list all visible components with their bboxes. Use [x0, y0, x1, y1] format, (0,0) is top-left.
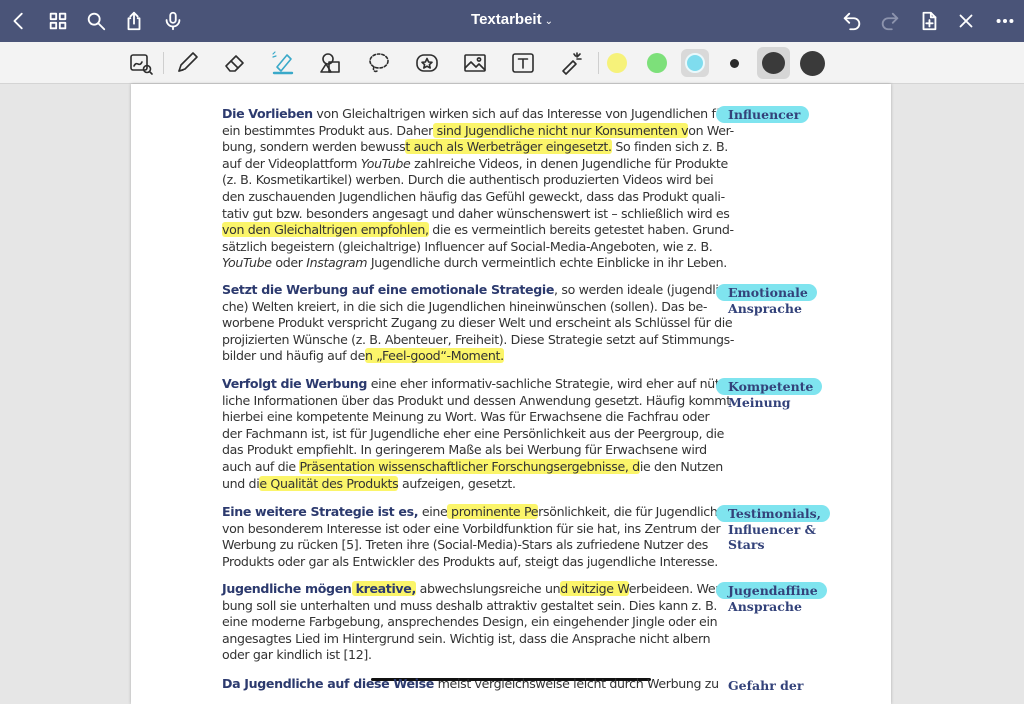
highlighted-note-text: Emotionale: [728, 285, 808, 300]
shapes-icon[interactable]: [316, 49, 346, 77]
margin-note-line: Ansprache: [728, 598, 802, 614]
share-icon[interactable]: [121, 8, 147, 34]
highlighted-note-text: Kompetente: [728, 379, 814, 394]
text-line: [222, 222, 734, 239]
text-line: [222, 315, 733, 332]
margin-note-line: Gefahr der: [728, 678, 804, 693]
text-paragraph: [222, 504, 725, 570]
text-line: [222, 155, 728, 173]
text-line: [222, 299, 712, 316]
text-run: Da Jugendliche auf diese Weise: [222, 676, 434, 691]
margin-note: [728, 506, 821, 553]
microphone-icon[interactable]: [160, 8, 186, 34]
text-run: eine moderne Farbgebung, ansprechendes Design, ein eingehender Jingle oder ein: [222, 614, 718, 630]
text-line: [222, 282, 723, 299]
text-run: YouTube: [222, 255, 272, 271]
text-line: [222, 348, 712, 365]
text-run: Eine weitere Strategie ist es,: [222, 504, 419, 519]
text-run: von Gleichaltrigen wirken sich auf das Interesse von Jugendlichen für: [312, 106, 729, 121]
text-run: und di: [222, 475, 260, 491]
text-run: Produkts oder gar als Entwickler des Produkts auf, steigt das jugendliche Interesse.: [222, 553, 718, 569]
highlighted-text: sind Jugendliche nicht nur Konsumenten v: [433, 122, 689, 138]
text-run: auch auf die: [222, 458, 300, 474]
more-options-icon[interactable]: [992, 8, 1018, 34]
text-run: che) Welten kreiert, in die sich die Jugendlichen hineinwünschen (sollen). Das be-: [222, 298, 708, 314]
text-run: , so werden ideale (jugendli-: [554, 282, 723, 297]
thickness-large[interactable]: [800, 51, 825, 76]
highlighted-note-text: Testimonials,: [728, 506, 822, 521]
text-run: eine: [418, 504, 448, 519]
text-run: oder gar kindlich ist [12].: [222, 647, 372, 663]
text-line: [222, 676, 719, 693]
text-run: die es vermeintlich bereits getestet haben. Grund-: [428, 222, 734, 238]
text-run: meist vergleichsweise leicht durch Werbung zu: [433, 676, 719, 691]
close-tools-icon[interactable]: [953, 8, 979, 34]
color-swatch-green[interactable]: [647, 53, 667, 73]
text-run: So finden sich z. B.: [611, 139, 728, 155]
text-run: angesagtes Lied im Hintergrund sein. Wichtig ist, dass die Ansprache nicht albern: [222, 630, 711, 646]
text-line: [222, 409, 712, 426]
text-run: bung, sondern werden bewuss: [222, 139, 406, 155]
text-run: (z. B. Kosmetikartikel) werben. Durch die authentisch produzierten Videos wird bei: [222, 172, 714, 188]
margin-note-line: [728, 379, 813, 395]
redo-icon[interactable]: [877, 8, 903, 34]
eraser-icon[interactable]: [220, 49, 250, 77]
highlighted-note-text: Jugendaffine: [728, 583, 818, 598]
text-line: [222, 139, 728, 156]
lasso-icon[interactable]: [364, 49, 394, 77]
text-line: [222, 331, 735, 349]
margin-note-line: Influencer &: [728, 521, 816, 537]
text-run: hierbei eine kompetente Meinung zu Wort. Was für Erwachsene die Fachfrau oder: [222, 409, 710, 425]
color-swatch-yellow[interactable]: [607, 53, 627, 73]
text-run: ie den Nutzen: [639, 458, 723, 474]
text-run: erbeideen. Wer-: [628, 581, 724, 596]
margin-note-line: [728, 107, 800, 123]
top-bar: [0, 0, 1024, 42]
text-run: tativ gut bzw. besonders angesagt und daher wünschenswert ist – schließlich wird es: [222, 205, 730, 221]
text-line: [222, 647, 712, 664]
text-run: YouTube: [360, 155, 411, 171]
highlighted-text: e Qualität des Produkts: [259, 475, 399, 491]
highlighted-text: t auch als Werbeträger eingesetzt.: [405, 139, 612, 155]
grid-view-icon[interactable]: [45, 8, 71, 34]
text-paragraph: [222, 376, 731, 492]
chevron-down-icon: ⌄: [544, 16, 553, 27]
undo-icon[interactable]: [839, 8, 865, 34]
text-line: [222, 520, 721, 538]
text-line: [222, 122, 734, 140]
margin-note: [728, 678, 803, 694]
text-run: abwechslungsreiche un: [415, 581, 561, 596]
margin-note-line: Meinung: [728, 394, 791, 410]
text-line: [222, 205, 730, 223]
text-run: von besonderem Interesse ist oder eine Vorbildfunktion für sie hat, ins Zentrum der: [222, 520, 721, 536]
sticker-icon[interactable]: [412, 49, 442, 77]
text-run: Die Vorlieben: [222, 106, 313, 121]
text-run: Setzt die Werbung auf eine emotionale Strategie: [222, 282, 555, 297]
color-swatch-cyan-selected[interactable]: [681, 49, 709, 77]
text-paragraph: [222, 676, 719, 693]
text-run: rsönlichkeit, die für Jugendliche: [538, 504, 725, 519]
document-title[interactable]: [440, 11, 584, 28]
highlighted-text: Präsentation wissenschaftlicher Forschungsergebnisse, d: [299, 458, 640, 474]
highlighted-note-text: Influencer: [728, 107, 801, 122]
text-line: [222, 553, 718, 571]
text-line: [222, 614, 718, 631]
highlighter-icon[interactable]: [268, 49, 298, 77]
thickness-small[interactable]: [730, 59, 739, 68]
highlighted-text: von den Gleichaltrigen empfohlen,: [222, 222, 429, 238]
text-run: der Fachmann ist, ist für Jugendliche eher eine Persönlichkeit aus der Peergroup, die: [222, 425, 725, 441]
margin-note: [728, 107, 800, 123]
text-run: Jugendliche durch vermeintlich echte Einblicke in ihr Leben.: [367, 255, 727, 271]
search-icon[interactable]: [83, 8, 109, 34]
text-line: [222, 188, 725, 206]
margin-note: [728, 379, 813, 410]
text-line: [222, 425, 725, 443]
text-line: [222, 458, 723, 476]
document-title-text: Textarbeit: [471, 11, 542, 28]
text-run: bung soll sie unterhalten und muss deshalb attraktiv gestaltet sein. Dies kann z. B.: [222, 597, 718, 613]
text-line: [222, 504, 725, 521]
text-paragraph: [222, 282, 735, 365]
highlighted-text: prominente Pe: [447, 504, 539, 519]
text-line: [222, 172, 712, 189]
text-run: oder: [271, 255, 307, 271]
text-line: [222, 442, 712, 459]
text-run: sätzlich begeistern (gleichaltrige) Influencer auf Social-Media-Angeboten, wie z. B.: [222, 238, 713, 254]
highlighted-text: d witzige W: [560, 581, 629, 596]
text-line: [222, 537, 712, 554]
highlighted-text: kreative,: [351, 581, 416, 596]
text-run: Jugendliche mögen: [222, 581, 352, 596]
text-run: aufzeigen, gesetzt.: [398, 475, 516, 491]
text-run: den zuschauenden Jugendlichen häufig das Gefühl geweckt, dass das Produkt quali-: [222, 188, 725, 204]
margin-note: [728, 285, 808, 316]
read-only-mode-icon[interactable]: [126, 49, 156, 77]
text-run: on Wer-: [688, 122, 734, 138]
text-run: zahlreiche Videos, in denen Jugendliche für Produkte: [410, 155, 728, 171]
text-line: [222, 581, 724, 598]
text-line: [222, 255, 727, 272]
text-run: eine eher informativ-sachliche Strategie, wird eher auf nütz-: [367, 376, 730, 391]
text-run: projizierten Wünsche (z. B. Abenteuer, Freiheit). Diese Strategie setzt auf Stimmungs-: [222, 331, 735, 347]
pen-icon[interactable]: [172, 49, 202, 77]
margin-note-line: Stars: [728, 537, 765, 552]
text-line: [222, 392, 731, 410]
text-run: auf der Videoplattform: [222, 155, 361, 171]
text-line: [222, 597, 718, 615]
text-line: [222, 476, 712, 493]
text-paragraph: [222, 581, 724, 664]
text-line: [222, 631, 712, 648]
text-paragraph: [222, 106, 734, 272]
drawing-toolbar: [0, 42, 1024, 84]
laser-pointer-icon[interactable]: [556, 49, 586, 77]
text-run: liche Informationen über das Produkt und dessen Anwendung gesetzt. Häufig kommt: [222, 392, 731, 408]
back-icon[interactable]: [6, 8, 32, 34]
margin-note-line: [728, 285, 808, 301]
text-line: [222, 239, 712, 256]
margin-note-line: [728, 583, 818, 599]
text-run: das Produkt empfiehlt. In geringerem Maße als bei Werbung für Erwachsene wird: [222, 442, 707, 458]
text-box-icon[interactable]: [508, 49, 538, 77]
text-run: worbene Produkt verspricht Zugang zu dieser Welt und erscheint als Schlüssel für die: [222, 315, 733, 331]
text-run: Verfolgt die Werbung: [222, 376, 368, 391]
highlighted-text: n „Feel-good“-Moment.: [364, 348, 504, 364]
margin-note-line: [728, 506, 821, 522]
text-run: bilder und häufig auf de: [222, 348, 365, 364]
document-page[interactable]: [131, 84, 891, 704]
text-line: [222, 376, 730, 393]
text-run: Werbung zu rücken [5]. Treten ihre (Social-Media)-Stars als zufriedene Nutzer des: [222, 537, 709, 553]
add-page-icon[interactable]: [916, 8, 942, 34]
text-run: Instagram: [306, 255, 368, 271]
text-run: ein bestimmtes Produkt aus. Daher: [222, 122, 433, 138]
text-line: [222, 106, 729, 123]
margin-note-line: Ansprache: [728, 300, 802, 316]
margin-note: [728, 583, 818, 614]
thickness-medium-selected[interactable]: [757, 47, 790, 79]
image-icon[interactable]: [460, 49, 490, 77]
